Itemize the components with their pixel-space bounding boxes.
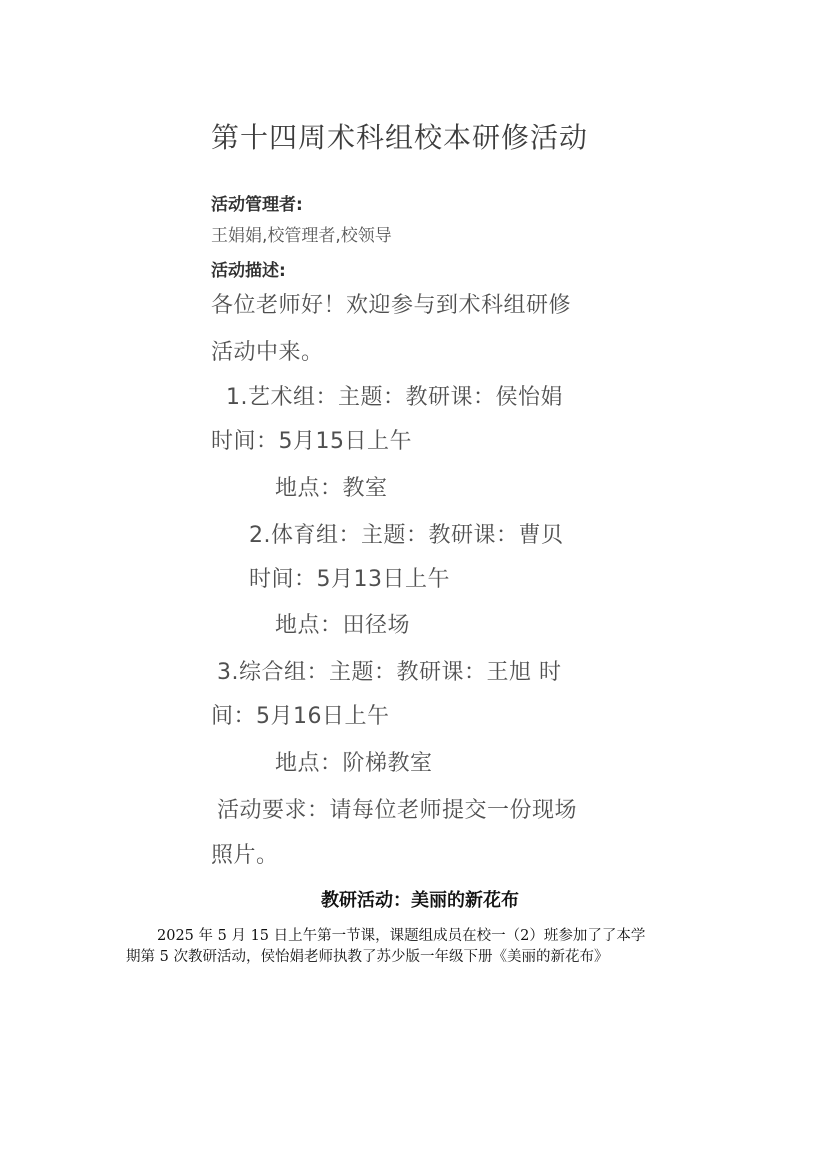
description-line: 各位老师好！欢迎参与到术科组研修 (211, 293, 572, 318)
description-line: 地点：阶梯教室 (275, 751, 433, 776)
description-line: 1.艺术组：主题：教研课：侯怡娟 (226, 385, 563, 410)
report-paragraph-line: 2025 年 5 月 15 日上午第一节课，课题组成员在校一（2）班参加了了本学 (157, 928, 646, 944)
description-line: 3.综合组：主题：教研课：王旭 时 (217, 660, 562, 685)
description-line: 活动中来。 (211, 340, 324, 365)
description-line: 时间：5月13日上午 (249, 567, 450, 592)
description-line: 照片。 (211, 843, 279, 868)
description-line: 2.体育组：主题：教研课：曹贝 (249, 523, 564, 548)
description-line: 活动要求：请每位老师提交一份现场 (217, 798, 578, 823)
description-label: 活动描述: (211, 261, 286, 281)
description-line: 地点：教室 (275, 476, 388, 501)
report-paragraph-line: 期第 5 次教研活动，侯怡娟老师执教了苏少版一年级下册《美丽的新花布》 (126, 949, 609, 965)
manager-value: 王娟娟,校管理者,校领导 (211, 226, 392, 246)
description-line: 间：5月16日上午 (211, 704, 390, 729)
report-heading: 教研活动：美丽的新花布 (321, 890, 519, 911)
manager-label: 活动管理者: (211, 195, 303, 215)
activity-title: 第十四周术科组校本研修活动 (211, 121, 589, 154)
description-line: 时间：5月15日上午 (211, 429, 412, 454)
description-line: 地点：田径场 (275, 613, 411, 638)
